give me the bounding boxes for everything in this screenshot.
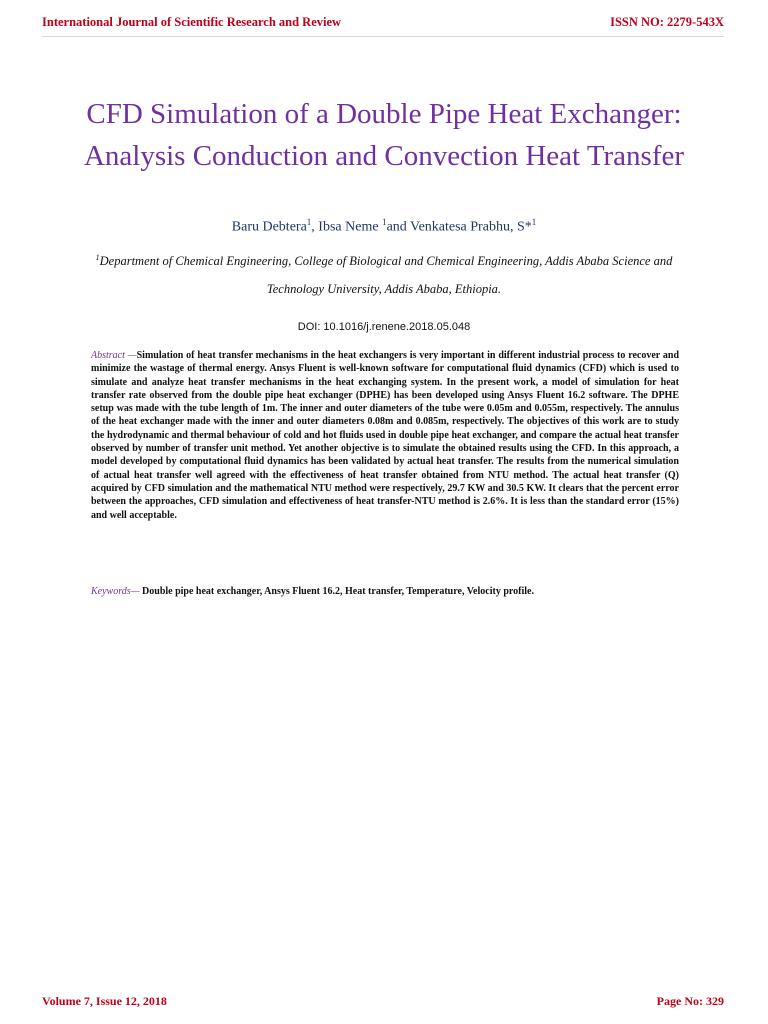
abstract-label: Abstract —: [91, 350, 137, 361]
author-2: Ibsa Neme: [318, 219, 383, 235]
volume-issue: Volume 7, Issue 12, 2018: [42, 994, 167, 1008]
author-3-affiliation-mark: 1: [531, 217, 537, 227]
page-header: [0, 0, 768, 40]
page-number: Page No: 329: [656, 994, 724, 1008]
author-3: and Venkatesa Prabhu, S*: [386, 219, 532, 235]
affiliation: [70, 244, 698, 303]
doi-link[interactable]: DOI: 10.1016/j.renene.2018.05.048: [297, 321, 471, 333]
affiliation-line-2: Technology University, Addis Ababa, Ethiopia.: [266, 282, 502, 297]
abstract: [91, 349, 679, 522]
author-separator: ,: [311, 219, 319, 235]
abstract-text: Simulation of heat transfer mechanisms in the heat exchangers is very important in different industrial process to recover and minimize the wastage of thermal energy. Ansys Fluent is well-known software for computational fluid dynamics (CFD) which is used to simulate and analyze heat transfer mechanisms in the heat exchanging system. In the present work, a model of simulation for heat transfer rate observed from the double pipe heat exchanger (DPHE) has been developed using Ansys Fluent 16.2 software. The DPHE setup was made with the tube length of 1m. The inner and outer diameters of the tube were 0.05m and 0.055m, respectively. The annulus of the heat exchanger made with the inner and outer diameters 0.08m and 0.085m, respectively. The objectives of this work are to study the hydrodynamic and thermal behaviour of cold and hot fluids used in double pipe heat exchanger, and compare the actual heat transfer observed by number of transfer unit method. Yet another objective is to simulate the obtained results using the CFD. In this approach, a model developed by computational fluid dynamics has been validated by actual heat transfer. The results from the numerical simulation of actual heat transfer well agreed with the effectiveness of heat transfer obtained from NTU method. The actual heat transfer (Q) acquired by CFD simulation and the mathematical NTU method were respectively, 29.7 KW and 30.5 KW. It clears that the percent error between the approaches, CFD simulation and effectiveness of heat transfer-NTU method is 2.6%. It is less than the standard error (15%) and well acceptable.: [91, 350, 680, 521]
keywords-label: Keywords—: [91, 586, 140, 597]
paper-title: CFD Simulation of a Double Pipe Heat Exchanger: Analysis Conduction and Convection Heat Transfer: [83, 98, 685, 172]
affiliation-line-1: Department of Chemical Engineering, College of Biological and Chemical Engineering, Addis Ababa Science and: [99, 254, 673, 269]
keywords: [91, 585, 679, 598]
issn-number: ISSN NO: 2279-543X: [610, 15, 724, 29]
author-2-affiliation-mark: 1: [382, 217, 387, 227]
author-1: Baru Debtera: [231, 219, 307, 235]
keywords-text: Double pipe heat exchanger, Ansys Fluent 16.2, Heat transfer, Temperature, Velocity profile.: [139, 586, 534, 597]
affiliation-mark: 1: [95, 253, 100, 262]
header-divider: [42, 36, 724, 37]
journal-name: International Journal of Scientific Research and Review: [42, 15, 342, 29]
author-1-affiliation-mark: 1: [306, 217, 312, 227]
author-list: [0, 217, 768, 236]
